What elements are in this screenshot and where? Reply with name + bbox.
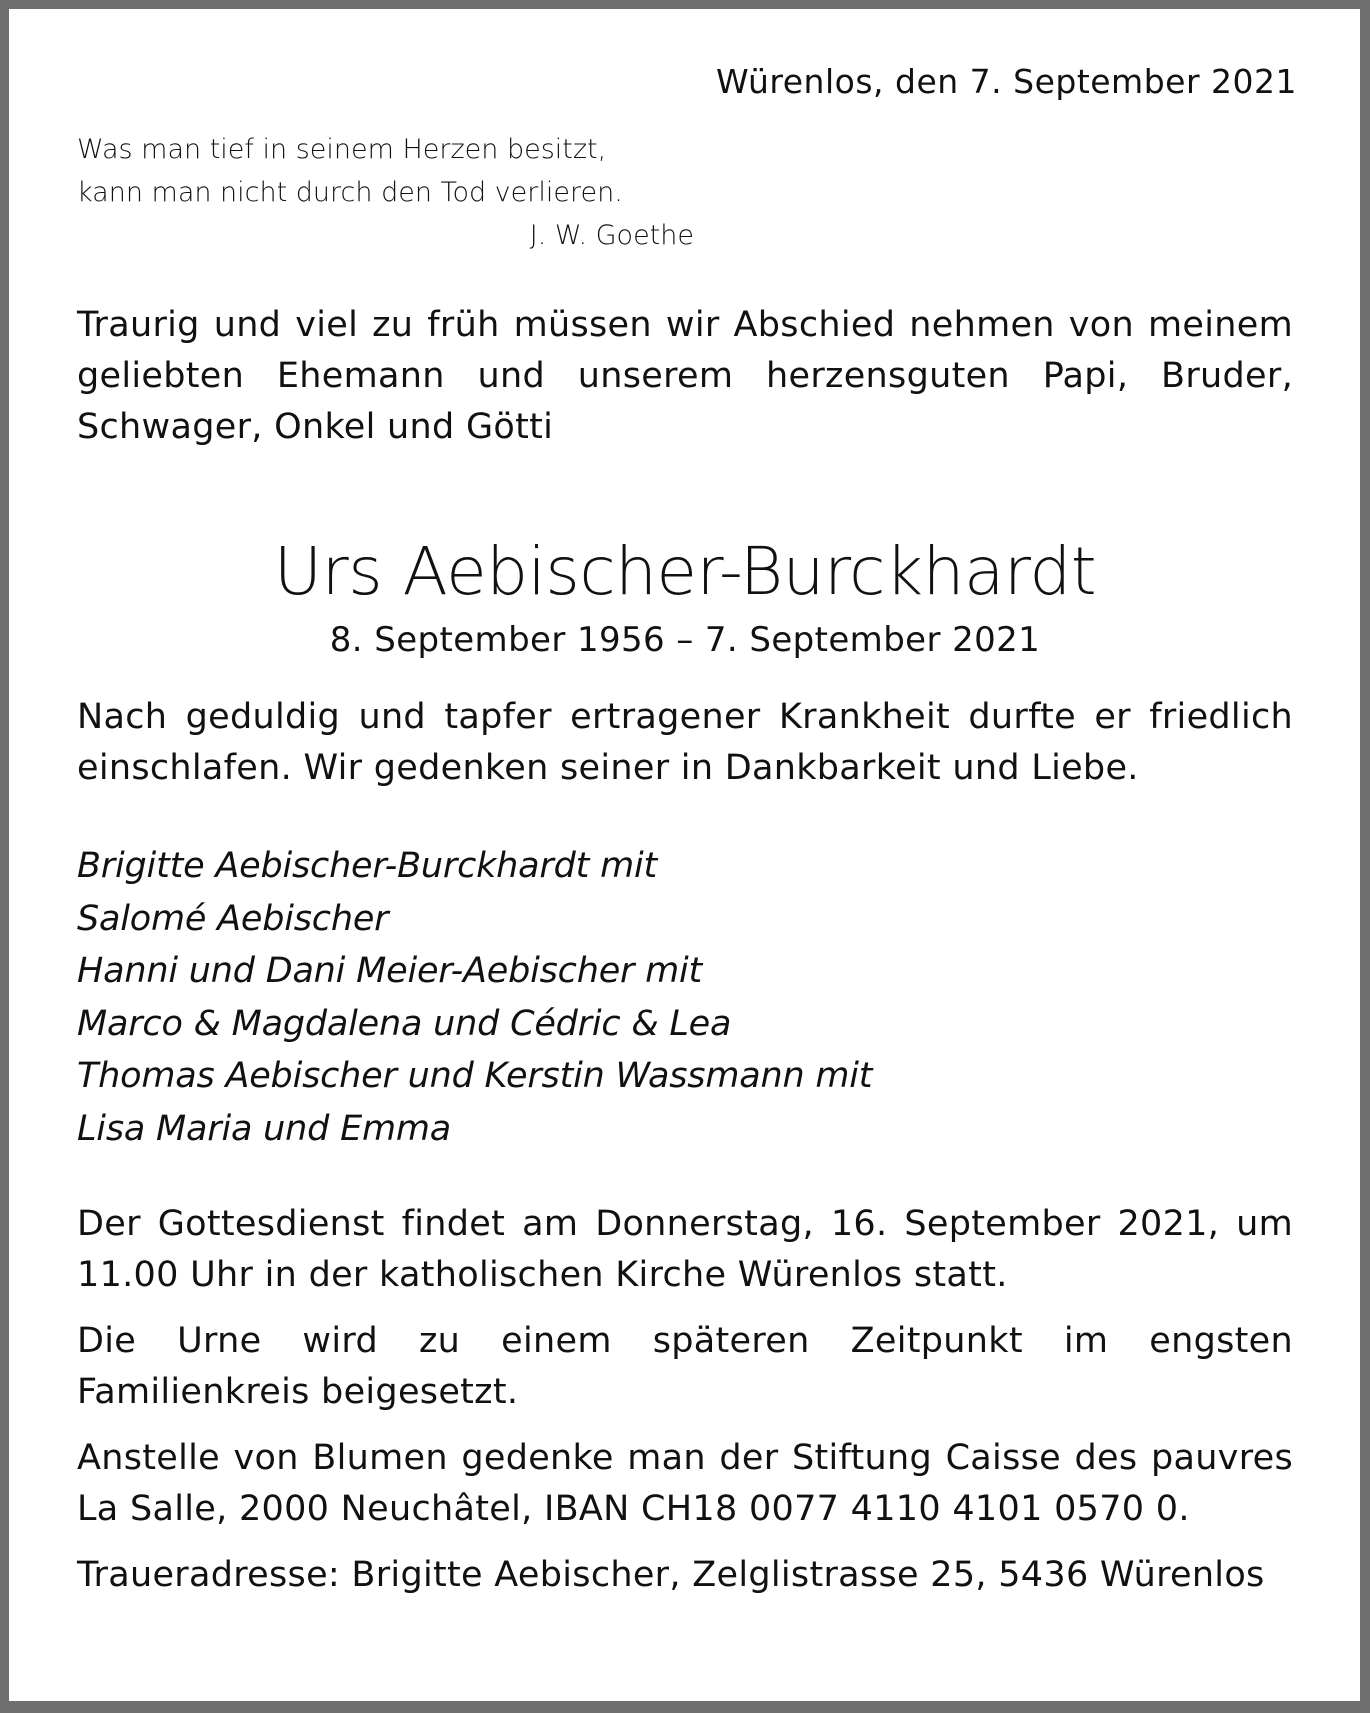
mourner-line: Salomé Aebischer bbox=[77, 898, 389, 939]
life-dates: 8. September 1956 – 7. September 2021 bbox=[329, 620, 1041, 660]
mourner-line: Thomas Aebischer und Kerstin Wassmann mit bbox=[77, 1056, 873, 1096]
obituary-notice bbox=[77, 60, 1297, 1601]
quote-author: J. W. Goethe bbox=[529, 220, 694, 251]
mourner-line: Marco & Magdalena und Cédric & Lea bbox=[77, 1003, 732, 1044]
urn-info: Die Urne wird zu einem späteren Zeitpunkt im engsten Familienkreis beigesetzt. bbox=[77, 1321, 1293, 1412]
mourning-address: Traueradresse: Brigitte Aebischer, Zelglistrasse 25, 5436 Würenlos bbox=[77, 1555, 1265, 1595]
quote-block bbox=[77, 128, 697, 257]
quote-line: kann man nicht durch den Tod verlieren. bbox=[77, 177, 623, 208]
mourner-line: Brigitte Aebischer-Burckhardt mit bbox=[77, 846, 658, 886]
intro-text: Traurig und viel zu früh müssen wir Abschied nehmen von meinem geliebten Ehemann und unserem herzensguten Papi, Bruder, Schwager, Onkel und Götti bbox=[77, 305, 1293, 447]
mourners-list bbox=[77, 840, 1293, 1155]
service-info: Der Gottesdienst findet am Donnerstag, 16. September 2021, um 11.00 Uhr in der katholischen Kirche Würenlos statt. bbox=[77, 1204, 1293, 1295]
place-date: Würenlos, den 7. September 2021 bbox=[716, 62, 1297, 101]
donation-info: Anstelle von Blumen gedenke man der Stiftung Caisse des pauvres La Salle, 2000 Neuchâtel, IBAN CH18 0077 4110 4101 0570 0. bbox=[77, 1438, 1293, 1529]
mourner-line: Hanni und Dani Meier-Aebischer mit bbox=[77, 951, 703, 991]
passing-text: Nach geduldig und tapfer ertragener Krankheit durfte er friedlich einschlafen. Wir gedenken seiner in Dankbarkeit und Liebe. bbox=[77, 697, 1293, 788]
deceased-name: Urs Aebischer-Burckhardt bbox=[273, 533, 1097, 610]
quote-line: Was man tief in seinem Herzen besitzt, bbox=[77, 134, 607, 165]
mourner-line: Lisa Maria und Emma bbox=[77, 1108, 452, 1149]
